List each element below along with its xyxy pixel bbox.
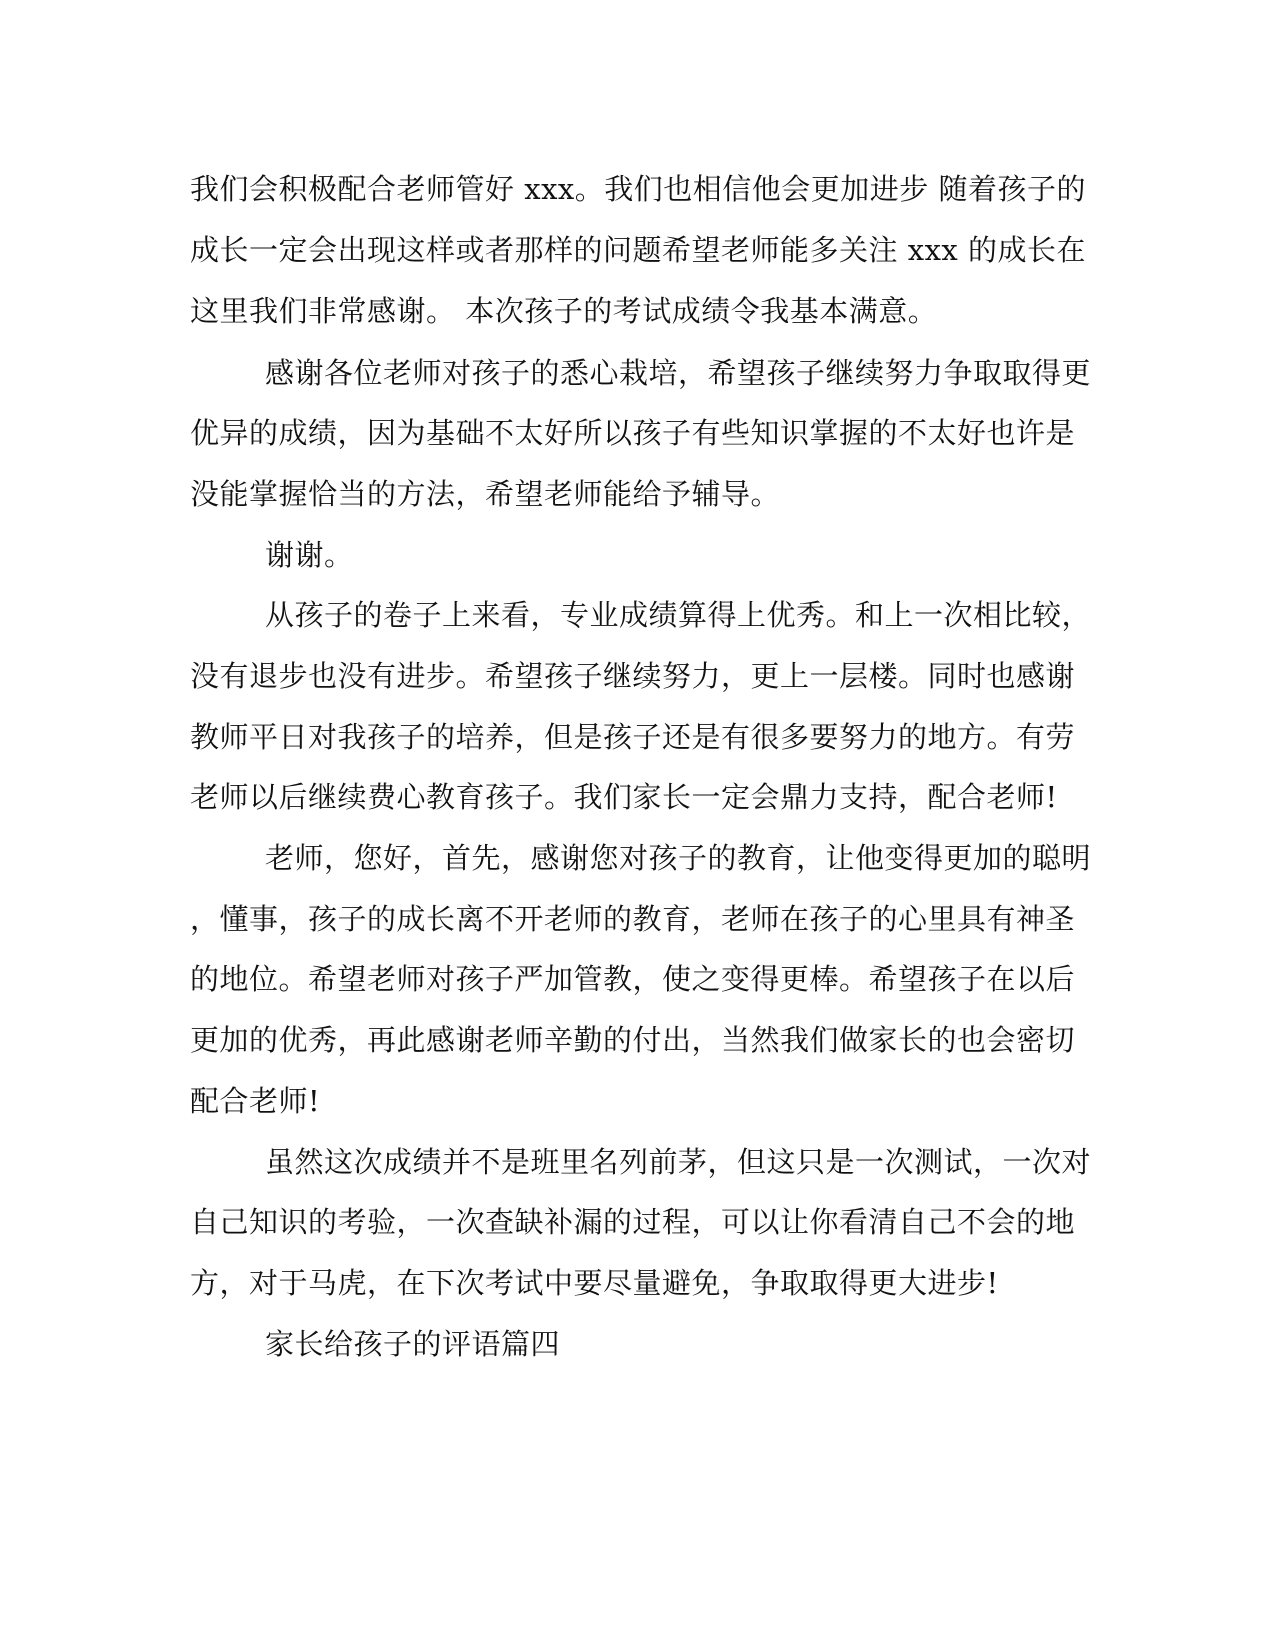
paragraph-line: 配合老师! [190,1084,321,1118]
paragraph-line: 没能掌握恰当的方法，希望老师能给予辅导。 [190,477,781,511]
paragraph-line: 的地位。希望老师对孩子严加管教，使之变得更棒。希望孩子在以后 [190,962,1076,996]
paragraph-line: 虽然这次成绩并不是班里名列前茅，但这只是一次测试，一次对 [265,1145,1092,1179]
paragraph-line: 我们会积极配合老师管好 xxx。我们也相信他会更加进步 随着孩子的 [190,172,1087,206]
paragraph-line: 没有退步也没有进步。希望孩子继续努力，更上一层楼。同时也感谢 [190,659,1076,693]
paragraph-line: 老师，您好，首先，感谢您对孩子的教育，让他变得更加的聪明 [265,841,1092,875]
paragraph-line: 成长一定会出现这样或者那样的问题希望老师能多关注 xxx 的成长在 [190,233,1087,267]
section-heading: 家长给孩子的评语篇四 [265,1327,561,1361]
paragraph-line: 这里我们非常感谢。 本次孩子的考试成绩令我基本满意。 [190,294,938,328]
paragraph-line: 优异的成绩，因为基础不太好所以孩子有些知识掌握的不太好也许是 [190,416,1076,450]
paragraph-line: 谢谢。 [265,538,354,572]
paragraph-line: 老师以后继续费心教育孩子。我们家长一定会鼎力支持，配合老师! [190,780,1058,814]
paragraph-line: 自己知识的考验，一次查缺补漏的过程，可以让你看清自己不会的地 [190,1205,1076,1239]
paragraph-line: 方，对于马虎，在下次考试中要尽量避免，争取取得更大进步! [190,1266,999,1300]
paragraph-line: 从孩子的卷子上来看，专业成绩算得上优秀。和上一次相比较， [265,598,1092,632]
paragraph-line: 更加的优秀，再此感谢老师辛勤的付出，当然我们做家长的也会密切 [190,1023,1076,1057]
paragraph-line: ，懂事，孩子的成长离不开老师的教育，老师在孩子的心里具有神圣 [190,902,1076,936]
paragraph-line: 教师平日对我孩子的培养，但是孩子还是有很多要努力的地方。有劳 [190,720,1076,754]
paragraph-line: 感谢各位老师对孩子的悉心栽培，希望孩子继续努力争取取得更 [265,356,1092,390]
